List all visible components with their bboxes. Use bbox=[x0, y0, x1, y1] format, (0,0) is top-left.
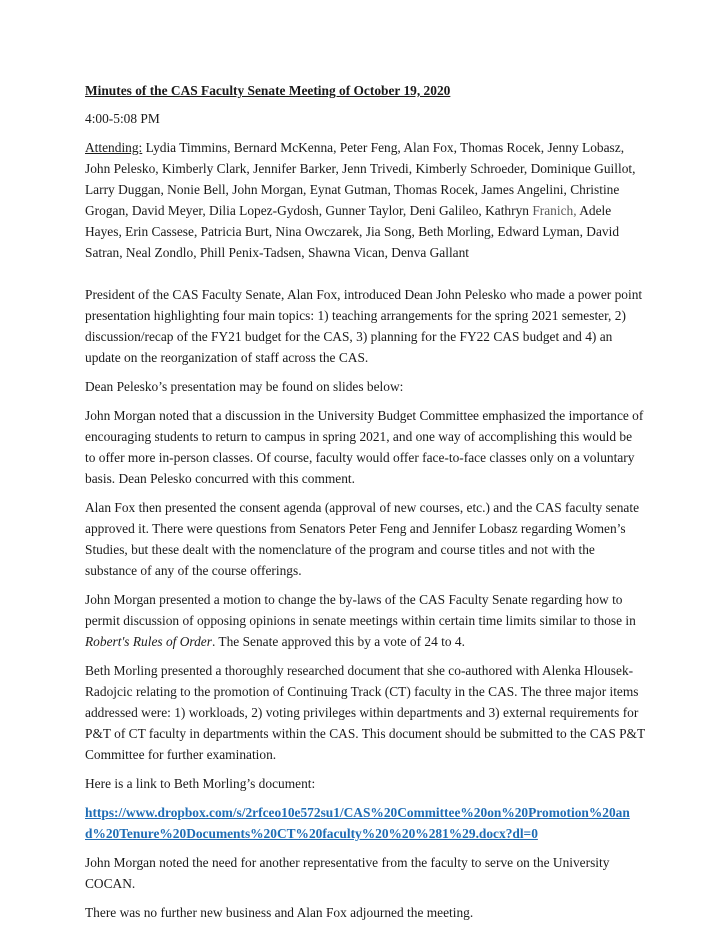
attending-paragraph bbox=[85, 137, 645, 263]
attending-label: Attending: bbox=[85, 140, 143, 155]
paragraph-cocan: John Morgan noted the need for another representative from the faculty to serve on the University COCAN. bbox=[85, 855, 610, 891]
bylaws-title: Robert's Rules of Order bbox=[85, 634, 212, 649]
paragraph-introduction: President of the CAS Faculty Senate, Alan Fox, introduced Dean John Pelesko who made a power point presentation highlighting four main topics: 1) teaching arrangements for the spring 2021 semester, 2) discussion/recap of the FY21 budget for the CAS, 3) planning for the FY22 CAS budget and 4) an update on the reorganization of staff across the CAS. bbox=[85, 287, 643, 365]
paragraph-ct-faculty: Beth Morling presented a thoroughly researched document that she co-authored with Alenka Hlousek-Radojcic relating to the promotion of Continuing Track (CT) faculty in the CAS. The three major items addressed were: 1) workloads, 2) voting privileges within departments and 3) external requirements for P&T of CT faculty in departments within the CAS. This document should be submitted to the CAS P&T Committee for further examination. bbox=[85, 663, 645, 762]
paragraph-link-intro: Here is a link to Beth Morling’s document: bbox=[85, 776, 316, 791]
attending-names-a: Lydia Timmins, Bernard McKenna, Peter Feng, Alan Fox, Thomas Rocek, Jenny Lobasz, John Pelesko, Kimberly Clark, Jennifer Barker, Jenn Trivedi, Kimberly Schroeder, Dominique Guillot, Larry Duggan, Nonie Bell, John Morgan, Eynat Gutman, Thomas Rocek, James Angelini, Christine Grogan, David Meyer, Dilia Lopez-Gydosh, Gunner Taylor, Deni Galileo, Kathryn bbox=[85, 140, 636, 218]
paragraph-adjourn: There was no further new business and Alan Fox adjourned the meeting. bbox=[85, 905, 474, 920]
paragraph-budget-committee: John Morgan noted that a discussion in the University Budget Committee emphasized the importance of encouraging students to return to campus in spring 2021, and one way of accomplishing this would be to offer more in-person classes. Of course, faculty would offer face-to-face classes only on a voluntary basis. Dean Pelesko concurred with this comment. bbox=[85, 408, 644, 486]
bylaws-text-a: John Morgan presented a motion to change the by-laws of the CAS Faculty Senate regarding how to permit discussion of opposing opinions in senate meetings within certain time limits similar to those in bbox=[85, 592, 636, 628]
paragraph-presentation-note: Dean Pelesko’s presentation may be found on slides below: bbox=[85, 379, 404, 394]
attending-names-c: Adele Hayes, Erin Cassese, Patricia Burt, Nina Owczarek, Jia Song, Beth Morling, Edward Lyman, David Satran, Neal Zondlo, Phill Penix-Tadsen, Shawna Vican, Denva Gallant bbox=[85, 203, 620, 260]
paragraph-bylaws-motion bbox=[85, 589, 645, 652]
bylaws-text-c: . The Senate approved this by a vote of 24 to 4. bbox=[211, 634, 465, 649]
document-page bbox=[85, 80, 645, 931]
dropbox-link[interactable]: https://www.dropbox.com/s/2rfceo10e572su1/CAS%20Committee%20on%20Promotion%20and%20Tenure%20Documents%20CT%20faculty%20%20%281%29.docx?dl=0 bbox=[85, 805, 630, 841]
dropbox-link-paragraph bbox=[85, 802, 645, 844]
page-title: Minutes of the CAS Faculty Senate Meeting of October 19, 2020 bbox=[85, 83, 451, 98]
paragraph-consent-agenda: Alan Fox then presented the consent agenda (approval of new courses, etc.) and the CAS faculty senate approved it. There were questions from Senators Peter Feng and Jennifer Lobasz regarding Women’s Studies, but these dealt with the nomenclature of the program and course titles and not with the substance of any of the course offerings. bbox=[85, 500, 640, 578]
meeting-time: 4:00-5:08 PM bbox=[85, 111, 160, 126]
attending-names-b: Franich, bbox=[532, 203, 577, 218]
